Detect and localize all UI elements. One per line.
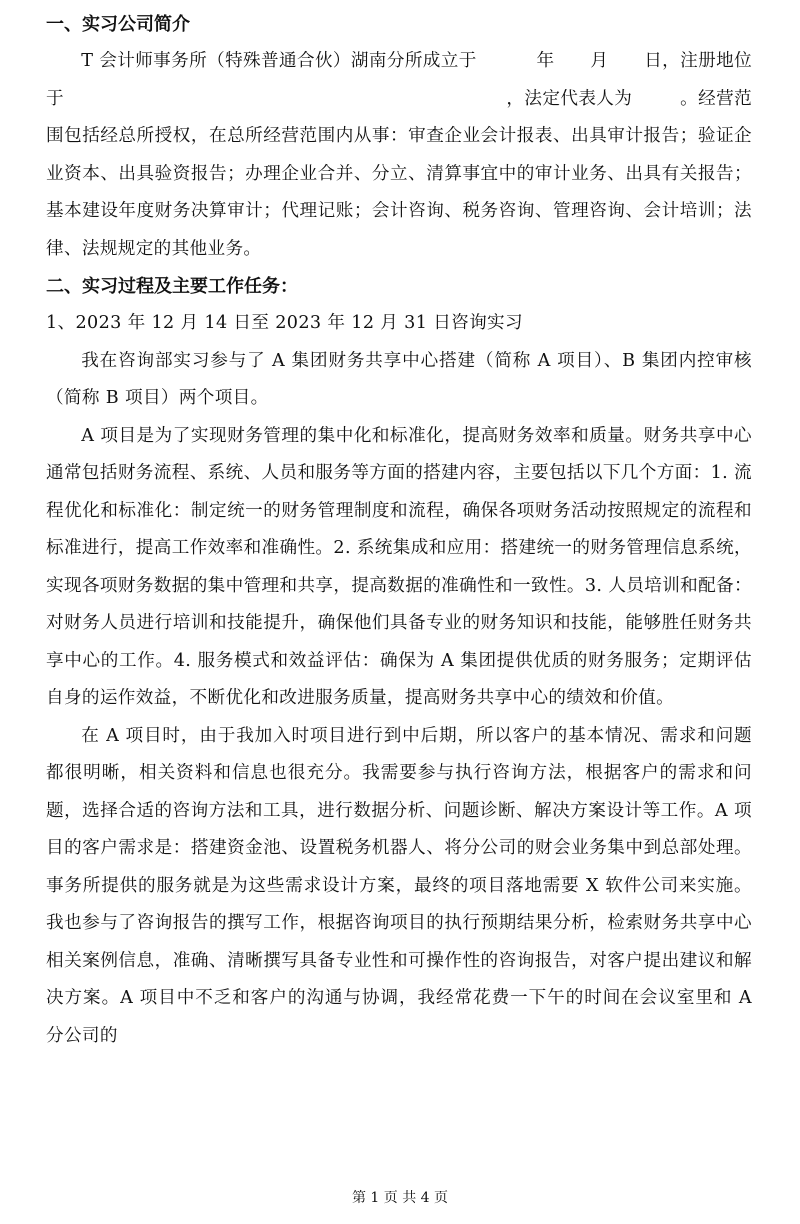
company-intro-text-2: 。经营范围包括经总所授权，在总所经营范围内从事：审查企业会计报表、出具审计报告；验证企业资本、出具验资报告；办理企业合并、分立、清算事宜中的审计业务、出具有关报告；基本建设年度财务决算审计；代理记账；会计咨询、税务咨询、管理咨询、会计培训；法律、法规规定的其他业务。 bbox=[46, 88, 753, 259]
day-registered-text: 日，注册地位于 bbox=[46, 51, 753, 109]
month-label: 月 bbox=[590, 51, 609, 71]
year-label: 年 bbox=[536, 51, 555, 71]
document-body bbox=[46, 6, 752, 1055]
paragraph-company-intro bbox=[46, 43, 752, 268]
subheading-consulting-period: 1、2023 年 12 月 14 日至 2023 年 12 月 31 日咨询实习 bbox=[46, 313, 523, 333]
paragraph-project-a-details: A 项目是为了实现财务管理的集中化和标准化，提高财务效率和质量。财务共享中心通常包括财务流程、系统、人员和服务等方面的搭建内容，主要包括以下几个方面：1. 流程优化和标准化：制定统一的财务管理制度和流程，确保各项财务活动按照规定的流程和标准进行，提高工作效率和准确性。2. 系统集成和应用：搭建统一的财务管理信息系统，实现各项财务数据的集中管理和共享，提高数据的准确性和一致性。3. 人员培训和配备：对财务人员进行培训和技能提升，确保他们具备专业的财务知识和技能，能够胜任财务共享中心的工作。4. 服务模式和效益评估：确保为 A 集团提供优质的财务服务；定期评估自身的运作效益，不断优化和改进服务质量，提高财务共享中心的绩效和价值。 bbox=[46, 425, 752, 708]
legal-rep-text: ，法定代表人为 bbox=[506, 88, 633, 109]
company-intro-text-1: T 会计师事务所（特殊普通合伙）湖南分所成立于 bbox=[81, 51, 477, 71]
paragraph-project-a-work: 在 A 项目时，由于我加入时项目进行到中后期，所以客户的基本情况、需求和问题都很明晰，相关资料和信息也很充分。我需要参与执行咨询方法，根据客户的需求和问题，选择合适的咨询方法和工具，进行数据分析、问题诊断、解决方案设计等工作。A 项目的客户需求是：搭建资金池、设置税务机器人、将分公司的财会业务集中到总部处理。事务所提供的服务就是为这些需求设计方案，最终的项目落地需要 X 软件公司来实施。我也参与了咨询报告的撰写工作，根据咨询项目的执行预期结果分析，检索财务共享中心相关案例信息，准确、清晰撰写具备专业性和可操作性的咨询报告，对客户提出建议和解决方案。A 项目中不乏和客户的沟通与协调，我经常花费一下午的时间在会议室里和 A 分公司的 bbox=[46, 725, 752, 1046]
section-heading-company-intro: 一、实习公司简介 bbox=[46, 14, 190, 35]
paragraph-projects-overview: 我在咨询部实习参与了 A 集团财务共享中心搭建（简称 A 项目）、B 集团内控审核（简称 B 项目）两个项目。 bbox=[46, 350, 752, 408]
section-heading-internship-process: 二、实习过程及主要工作任务： bbox=[46, 276, 298, 297]
page-number-footer: 第 1 页 共 4 页 bbox=[351, 1190, 449, 1206]
